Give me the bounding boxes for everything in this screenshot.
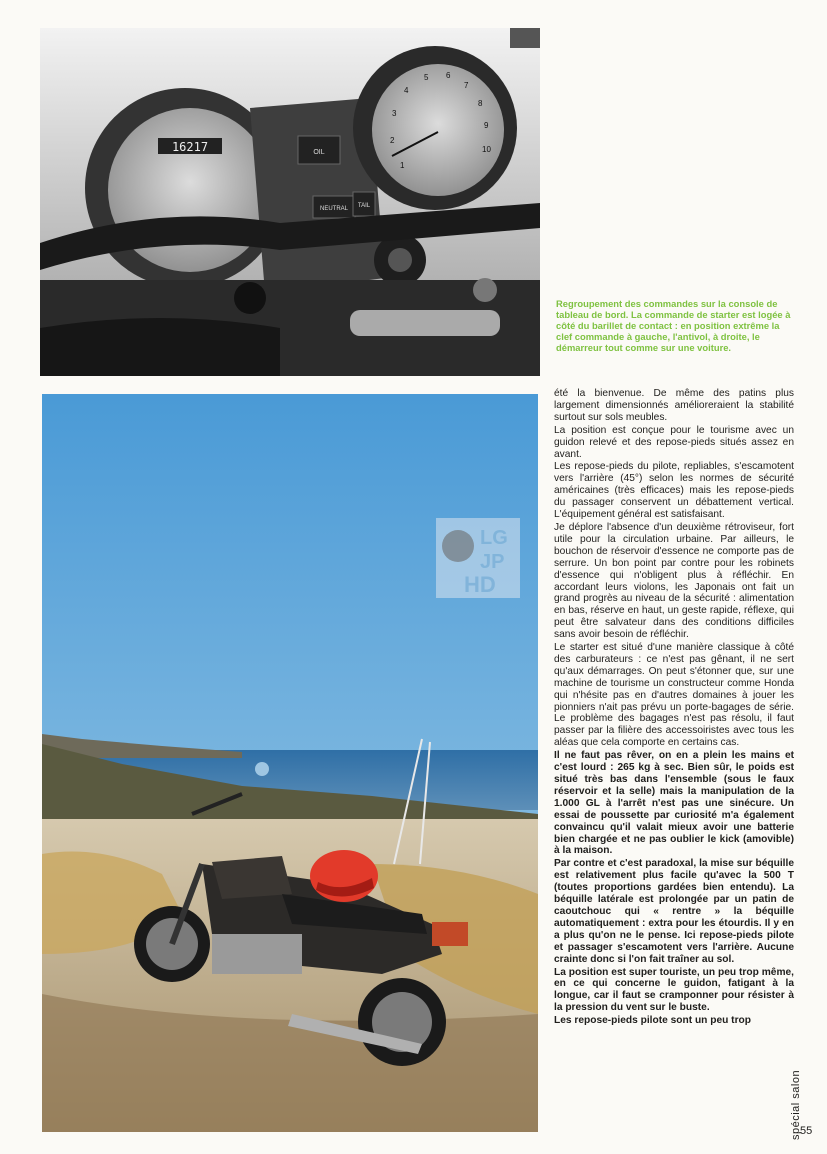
tach-tick: 8 [478,99,483,108]
watermark-logo [436,518,520,598]
paragraph: Je déplore l'absence d'un deuxième rétroviseur, fort utile pour la circulation urbaine. Par ailleurs, le bouchon de réservoir d'essence ne comporte pas de serrure. Un bon point par contre pour les robinets d'essence qui n'obligent plus à réfléchir. En accordant leurs violons, les Japonais ont fait un grand progrès au niveau de la sécurité : alimentation en bas, réserve en haut, un geste rapide, réflexe, qui peut être salvateur dans des conditions difficiles sans avoir besoin de réfléchir. [554,521,794,641]
tach-tick: 2 [390,136,395,145]
section-label: spécial salon [790,1069,802,1140]
tail-indicator: TAIL [357,203,371,209]
helmet [310,850,378,902]
paragraph: été la bienvenue. De même des patins plus largement dimensionnés amélioreraient la stabilité surtout sur sols meubles. [554,388,794,423]
paragraph-bold: Les repose-pieds pilote sont un peu trop [554,1015,751,1027]
watermark-line2: JP [480,551,505,573]
watermark-illustration [436,518,520,598]
tach-tick: 3 [392,109,397,118]
motorcycle-scene-illustration [42,394,538,1132]
paragraph: Les repose-pieds du pilote, repliables, s'escamotent vers l'arrière (45°) selon les normes de sécurité américaines (très efficaces) mais les repose-pieds du passager conservent un débattement vertical. L'équipement général est satisfaisant. [554,461,794,521]
tach-tick: 1 [400,161,405,170]
tach-tick: 7 [464,81,469,90]
page-number: 55 [800,1125,813,1137]
photo-motorcycle-beach [42,394,538,1132]
tach-tick: 9 [484,121,489,130]
oil-indicator: OIL [313,149,325,156]
watermark-line1: LG [480,527,508,549]
photo-instrument-console [40,28,540,376]
paragraph: Le starter est situé d'une manière classique à côté des carburateurs : ce n'est pas gênant, il ne sert qu'aux démarrages. On peut s'étonner que, sur une machine de tourisme un constructeur comme Honda qui n'hésite pas en d'autres domaines à jouer les pionniers n'ait pas prévu un porte-bagages de série. Le problème des bagages n'est pas résolu, il faut passer par la filière des accessoiristes avec tous les aléas que cela comporte en certains cas. [554,642,794,749]
tach-tick: 5 [424,73,429,82]
tach-tick: 6 [446,71,451,80]
paragraph: La position est conçue pour le tourisme avec un guidon relevé et des repose-pieds situés assez en avant. [554,424,794,460]
odometer-readout: 16217 [171,140,209,154]
tach-tick: 10 [482,145,491,154]
article-body [554,388,794,1028]
paragraph-bold: La position est super touriste, un peu trop même, en ce qui concerne le guidon, fatigant à la longue, car il faut se cramponner pour résister à la pression du vent sur le buste. [554,966,794,1014]
paragraph-bold: Il ne faut pas rêver, on en a plein les mains et c'est lourd : 265 kg à sec. Bien sûr, le poids est situé très bas dans l'ensemble (sous le faux réservoir et la selle) mais la manipulation de la 1.000 GL à l'arrêt n'est pas une sinécure. Un essai de poussette par curiosité m'a également convaincu qu'il valait mieux avoir une batterie bien chargée et ne pas oublier le kick (amovible) à la maison. [554,750,794,857]
paragraph-bold: Par contre et c'est paradoxal, la mise sur béquille est relativement plus facile qu'avec la 500 T (toutes proportions gardées bien entendu). La béquille latérale est prolongée par un patin de caoutchouc qui « rentre » la béquille automatiquement : extra pour les étourdis. Il y en a plus qu'on ne le pense. Ici repose-pieds pilote et passager s'escamotent vers l'arrière. Aucune crainte donc si l'on fait traîner au sol. [554,858,794,965]
instrument-console-illustration [40,28,540,376]
photo-caption: Regroupement des commandes sur la console de tableau de bord. La commande de starter est logée à côté du barillet de contact : en position extrême la clef commande à gauche, l'antivol, à droite, le démarreur tout comme sur une voiture. [556,298,791,353]
tach-tick: 4 [404,86,409,95]
watermark-line3: HD [464,572,496,597]
neutral-indicator: NEUTRAL [319,206,349,212]
